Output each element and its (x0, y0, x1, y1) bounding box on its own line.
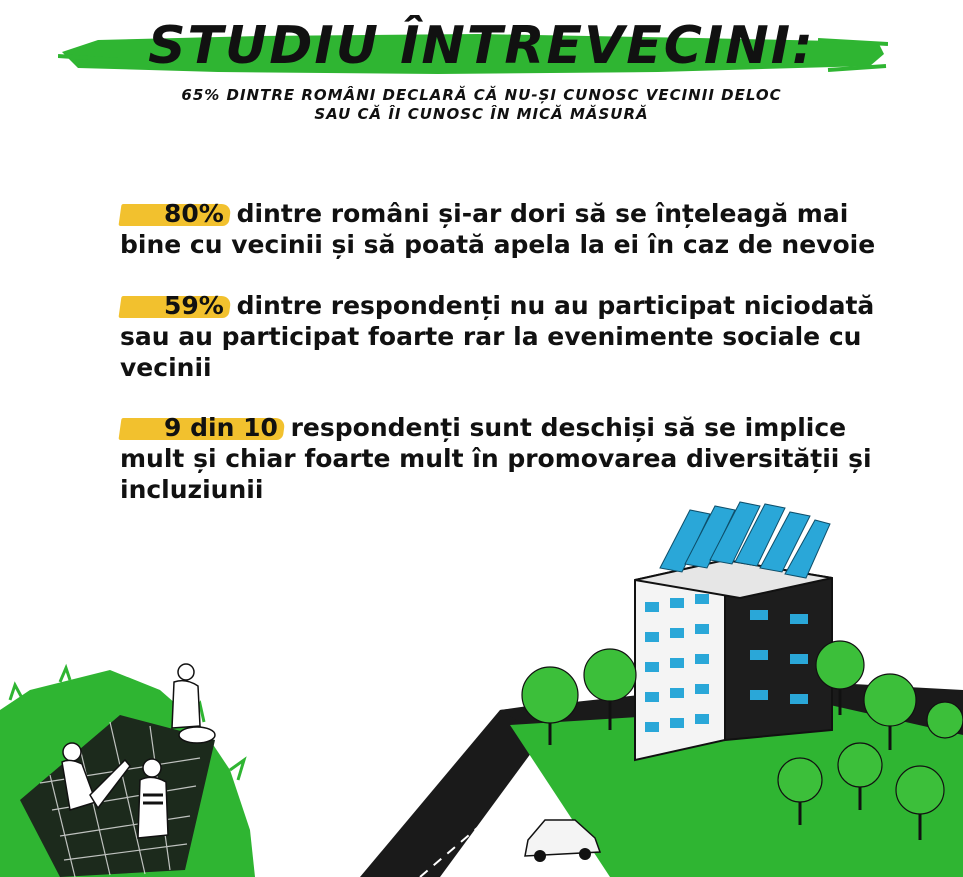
stat-text: dintre români și-ar dori să se înțeleagă mai bine cu vecinii și să poată apela la ei în caz de nevoie (120, 199, 876, 259)
subtitle-line-2: SAU CĂ ÎI CUNOSC ÎN MICĂ MĂSURĂ (314, 105, 649, 123)
stat-item (120, 290, 880, 383)
stat-highlight: 59% (120, 290, 228, 321)
picnic-illustration (0, 630, 260, 877)
stat-highlight: 80% (120, 198, 228, 229)
stat-highlight: 9 din 10 (120, 412, 282, 443)
stat-text: respondenți sunt deschiși să se implice mult și chiar foarte mult în promovarea diversității și incluziunii (120, 413, 872, 504)
page-title: STUDIU ÎNTREVECINI: (148, 16, 815, 76)
subtitle-line-1: 65% DINTRE ROMÂNI DECLARĂ CĂ NU-ȘI CUNOSC VECINII DELOC (181, 86, 782, 104)
apartment-building (635, 560, 832, 760)
page-subtitle (0, 86, 963, 124)
stat-item (120, 198, 880, 260)
stat-text: dintre respondenți nu au participat niciodată sau au participat foarte rar la evenimente sociale cu vecinii (120, 291, 875, 382)
building-illustration (360, 490, 963, 877)
header (0, 0, 963, 140)
